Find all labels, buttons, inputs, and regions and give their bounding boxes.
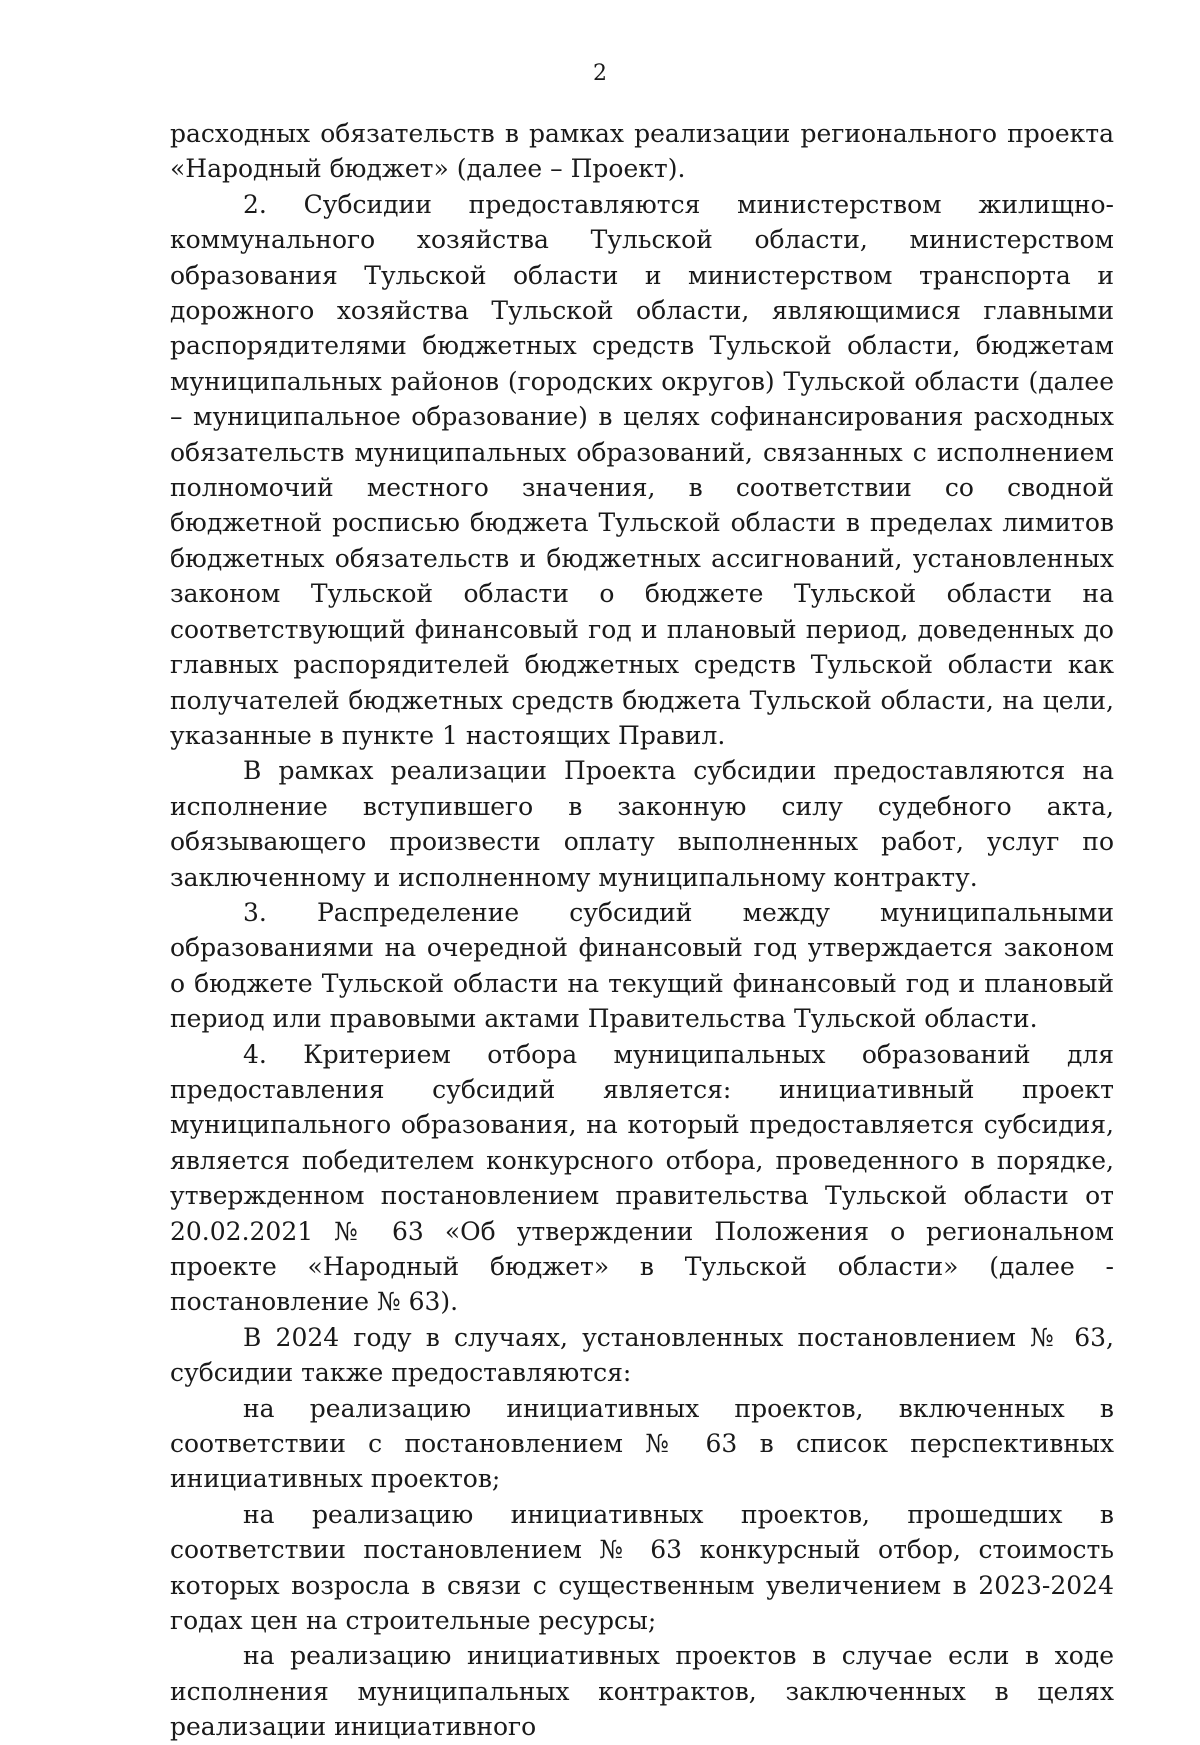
paragraph-bullet-contracts: на реализацию инициативных проектов в случае если в ходе исполнения муниципальных контрактов, заключенных в целях реализации инициативного: [170, 1641, 1114, 1742]
paragraph-court-act: В рамках реализации Проекта субсидии предоставляются на исполнение вступившего в законную силу судебного акта, обязывающего произвести оплату выполненных работ, услуг по заключенному и исполненному муниципальному контракту.: [170, 756, 1114, 892]
paragraph-bullet-cost-increase: на реализацию инициативных проектов, прошедших в соответствии постановлением № 63 конкурсный отбор, стоимость которых возросла в связи с существенным увеличением в 2023-2024 годах цен на строительные ресурсы;: [170, 1499, 1114, 1636]
document-body: [170, 116, 1114, 1745]
page-number: 2: [593, 61, 607, 86]
paragraph-item-4: 4. Критерием отбора муниципальных образований для предоставления субсидий является: инициативный проект муниципального образования, на который предоставляется субсидия, является победителем конкурсного отбора, проведенного в порядке, утвержденном постановлением правительства Тульской области от 20.02.2021 № 63 «Об утверждении Положения о региональном проекте «Народный бюджет» в Тульской области» (далее - постановление № 63).: [170, 1039, 1114, 1317]
paragraph-item-2: 2. Субсидии предоставляются министерством жилищно-коммунального хозяйства Тульской области, министерством образования Тульской области и министерством транспорта и дорожного хозяйства Тульской области, являющимися главными распорядителями бюджетных средств Тульской области, бюджетам муниципальных районов (городских округов) Тульской области (далее – муниципальное образование) в целях софинансирования расходных обязательств муниципальных образований, связанных с исполнением полномочий местного значения, в соответствии со сводной бюджетной росписью бюджета Тульской области в пределах лимитов бюджетных обязательств и бюджетных ассигнований, установленных законом Тульской области о бюджете Тульской области на соответствующий финансовый год и плановый период, доведенных до главных распорядителей бюджетных средств Тульской области как получателей бюджетных средств бюджета Тульской области, на цели, указанные в пункте 1 настоящих Правил.: [170, 189, 1114, 750]
paragraph-continuation: расходных обязательств в рамках реализации регионального проекта «Народный бюджет» (далее – Проект).: [170, 119, 1114, 184]
paragraph-item-3: 3. Распределение субсидий между муниципальными образованиями на очередной финансовый год утверждается законом о бюджете Тульской области на текущий финансовый год и плановый период или правовыми актами Правительства Тульской области.: [170, 897, 1114, 1034]
paragraph-2024-cases: В 2024 году в случаях, установленных постановлением № 63, субсидии также предоставляются:: [170, 1322, 1114, 1388]
paragraph-bullet-perspective-list: на реализацию инициативных проектов, включенных в соответствии с постановлением № 63 в список перспективных инициативных проектов;: [170, 1393, 1114, 1494]
